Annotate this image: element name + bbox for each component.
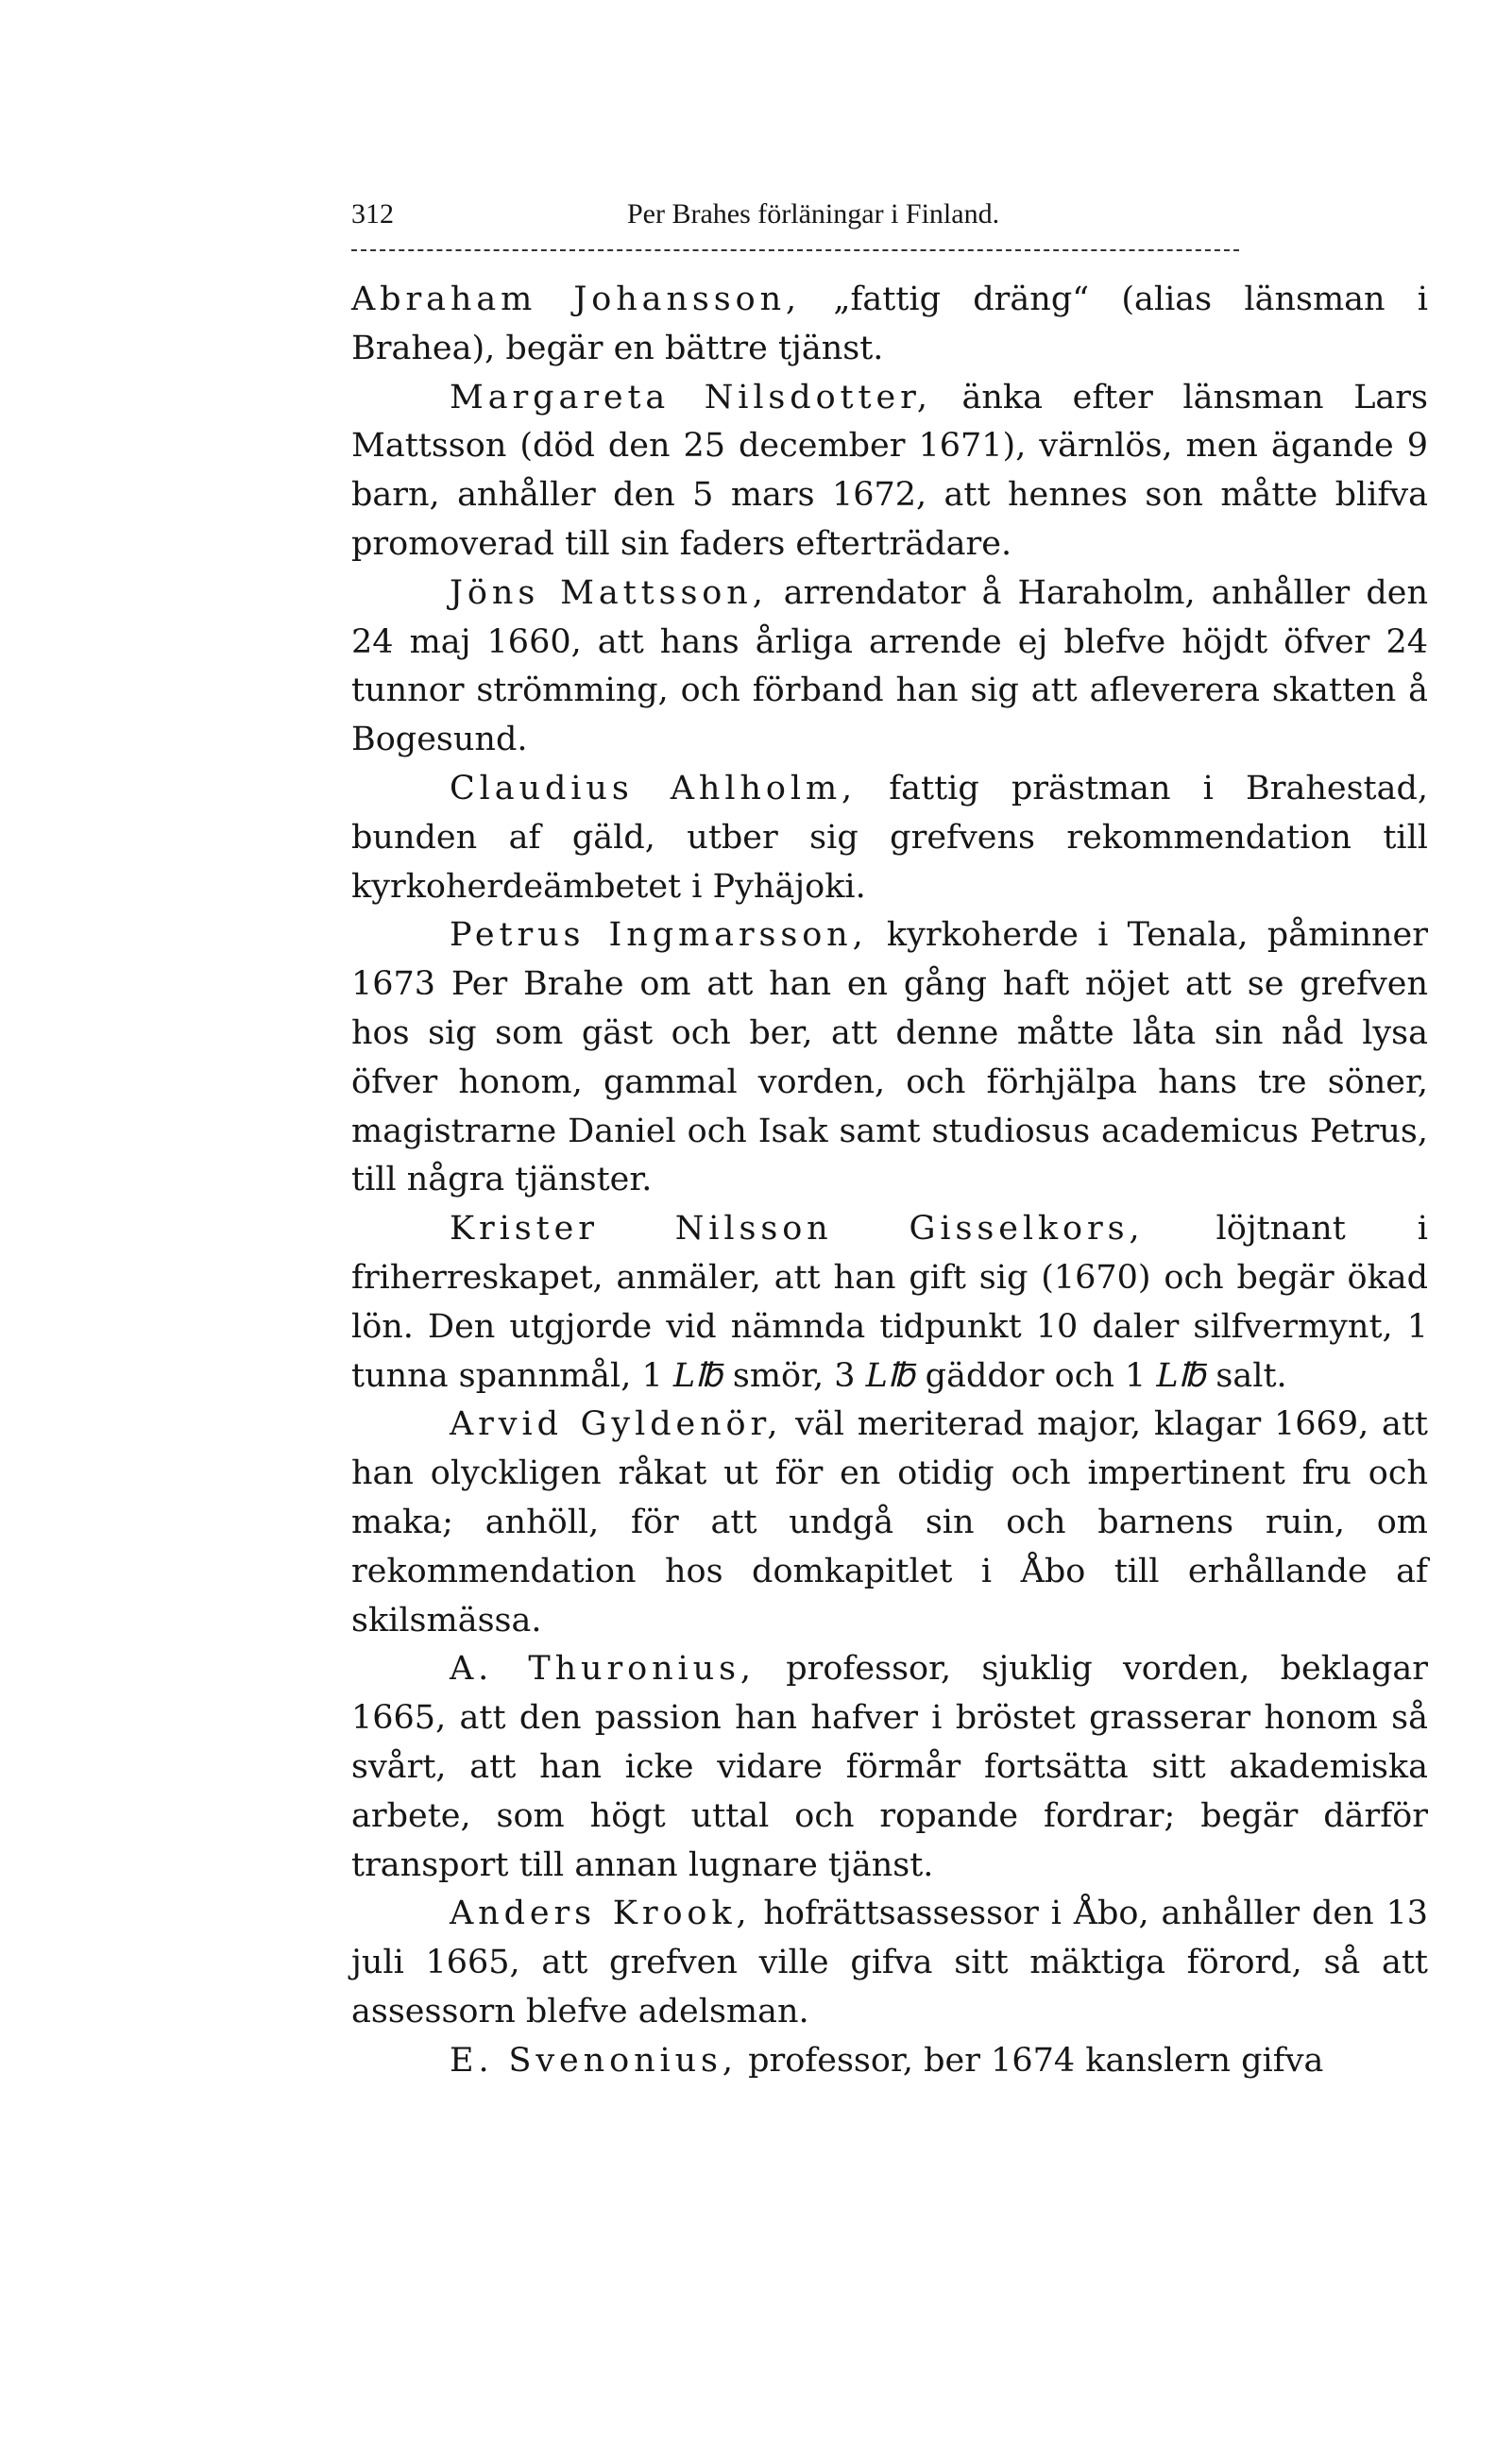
paragraph-arvid-gyldenor — [351, 1401, 1428, 1645]
pound-abbreviation: L℔ — [672, 1356, 722, 1395]
person-name: Krister Nilsson Gisselkors, — [450, 1210, 1145, 1249]
paragraph-text: smör, 3 — [722, 1356, 866, 1395]
page-number: 312 — [351, 198, 394, 229]
paragraph-text: arrendator å Haraholm, anhåller den 24 maj 1660, att hans årliga arrende ej blefve höjdt öfver 24 tunnor strömming, och förband han sig att afleverera skatten å Bogesund. — [351, 573, 1428, 759]
paragraph-text: väl meriterad major, klagar 1669, att han olyckligen råkat ut för en otidig och impertinent fru och maka; anhöll, för att undgå sin och barnens ruin, om rekommendation hos domkapitlet i Åbo till erhållande af skilsmässa. — [351, 1405, 1428, 1640]
paragraph-svenonius — [351, 2037, 1428, 2086]
person-name: E. Svenonius, — [450, 2041, 738, 2080]
paragraph-text: professor, ber 1674 kanslern gifva — [737, 2041, 1324, 2080]
paragraph-anders-krook — [351, 1890, 1428, 2036]
running-title: Per Brahes förläningar i Finland. — [627, 198, 1000, 229]
person-name: A. Thuronius, — [450, 1650, 756, 1689]
paragraph-margareta-nilsdotter — [351, 374, 1428, 569]
page-header — [351, 198, 1428, 240]
paragraph-abraham-johansson — [351, 276, 1428, 374]
person-name: Anders Krook, — [450, 1895, 752, 1933]
pound-abbreviation: L℔ — [1156, 1356, 1206, 1395]
person-name: Abraham Johansson, — [351, 280, 802, 318]
paragraph-text: löjtnant i friherreskapet, anmäler, att han gift sig (1670) och begär ökad lön. Den utgjorde vid nämnda tidpunkt 10 daler silfvermynt, 1 tunna spannmål, 1 — [351, 1210, 1428, 1395]
person-name: Margareta Nilsdotter, — [450, 378, 932, 416]
person-name: Arvid Gyldenör, — [450, 1405, 783, 1444]
person-name: Claudius Ahlholm, — [450, 769, 858, 807]
paragraph-claudius-ahlholm — [351, 765, 1428, 911]
paragraph-jons-mattsson — [351, 569, 1428, 765]
paragraph-text: „fattig dräng“ (alias länsman i Brahea), begär en bättre tjänst. — [351, 280, 1428, 367]
paragraph-text: gäddor och 1 — [914, 1356, 1157, 1395]
paragraph-text: professor, sjuklig vorden, beklagar 1665, att den passion han hafver i bröstet grasserar honom så svårt, att han icke vidare förmår fortsätta sitt akademiska arbete, som högt uttal och ropande fordrar; begär därför transport till annan lugnare tjänst. — [351, 1650, 1428, 1884]
paragraph-text: hofrättsassessor i Åbo, anhåller den 13 juli 1665, att grefven ville gifva sitt mäktiga förord, så att assessorn blefve adelsman. — [351, 1895, 1428, 2031]
paragraph-thuronius — [351, 1645, 1428, 1890]
person-name: Petrus Ingmarsson, — [450, 916, 868, 955]
body-text — [351, 276, 1428, 2085]
paragraph-petrus-ingmarsson — [351, 911, 1428, 1205]
pound-abbreviation: L℔ — [865, 1356, 915, 1395]
paragraph-text: salt. — [1205, 1356, 1287, 1395]
paragraph-text: kyrkoherde i Tenala, påminner 1673 Per Brahe om att han en gång haft nöjet att se grefven hos sig som gäst och ber, att denne måtte låta sin nåd lysa öfver honom, gammal vorden, och förhjälpa hans tre söner, magistrarne Daniel och Isak samt studiosus academicus Petrus, till några tjänster. — [351, 916, 1428, 1199]
paragraph-text: änka efter länsman Lars Mattsson (död den 25 december 1671), värnlös, men ägande 9 barn, anhåller den 5 mars 1672, att hennes son måtte blifva promoverad till sin faders efterträdare. — [351, 378, 1428, 563]
person-name: Jöns Mattsson, — [450, 573, 768, 612]
paragraph-text: fattig prästman i Brahestad, bunden af gäld, utber sig grefvens rekommendation till kyrkoherdeämbetet i Pyhäjoki. — [351, 769, 1428, 906]
paragraph-krister-nilsson — [351, 1205, 1428, 1401]
header-rule — [351, 249, 1239, 251]
